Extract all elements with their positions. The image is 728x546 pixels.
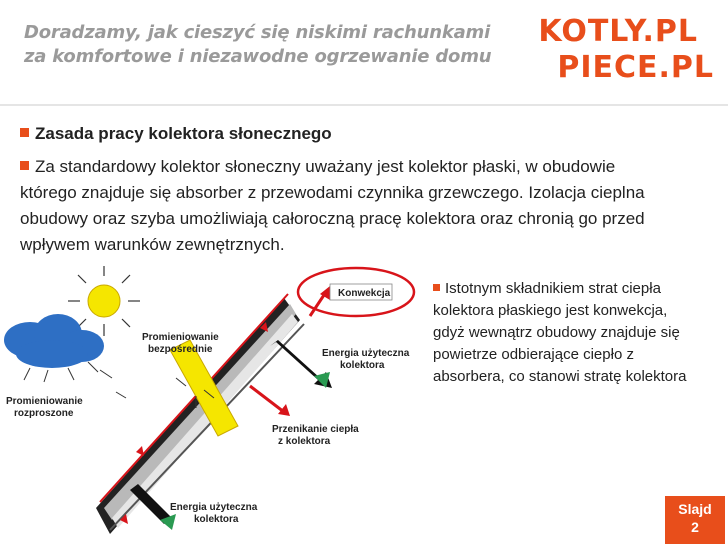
header-banner xyxy=(0,0,728,106)
side-note xyxy=(433,278,693,388)
label-useful-energy-bottom-2: kolektora xyxy=(194,514,239,525)
label-diffuse-radiation-1: Promieniowanie xyxy=(6,396,83,407)
tagline-line-1: Doradzamy, jak cieszyć się niskimi rachunkami xyxy=(24,22,491,43)
bullet-icon xyxy=(433,284,440,291)
slide-label: Slajd xyxy=(678,501,712,517)
label-useful-energy-top-1: Energia użyteczna xyxy=(322,348,410,359)
header-divider xyxy=(0,104,728,106)
cloud-icon xyxy=(4,314,112,382)
label-diffuse-radiation-2: rozproszone xyxy=(14,408,74,419)
section-heading xyxy=(20,124,332,144)
heading-text: Zasada pracy kolektora słonecznego xyxy=(35,124,332,143)
bullet-icon xyxy=(20,128,29,137)
label-useful-energy-bottom-1: Energia użyteczna xyxy=(170,502,258,513)
paragraph-text: Za standardowy kolektor słoneczny uważany jest kolektor płaski, w obudowie którego znajduje się absorber z przewodami czynnika grzewczego. Izolacja cieplna obudowy oraz szyba umożliwiają całoroczną pracę kolektora oraz chronią go przed wpływem warunków zewnętrznych. xyxy=(20,157,645,254)
intro-paragraph xyxy=(20,154,670,264)
bullet-icon xyxy=(20,161,29,170)
logo-piece[interactable]: PIECE.PL xyxy=(557,50,714,85)
tagline-line-2: za komfortowe i niezawodne ogrzewanie domu xyxy=(24,46,492,67)
slide-number: 2 xyxy=(691,519,699,535)
collector-body xyxy=(96,294,304,534)
label-heat-loss-2: z kolektora xyxy=(278,436,331,447)
logo-kotly[interactable]: KOTLY.PL xyxy=(538,14,698,49)
label-konwekcja: Konwekcja xyxy=(338,288,391,299)
label-direct-radiation-2: bezpośrednie xyxy=(148,344,213,355)
solar-collector-diagram xyxy=(0,262,430,546)
label-useful-energy-top-2: kolektora xyxy=(340,360,385,371)
slide-number-badge xyxy=(665,496,725,544)
heat-loss-arrow xyxy=(250,386,290,416)
label-direct-radiation-1: Promieniowanie xyxy=(142,332,219,343)
side-note-text: Istotnym składnikiem strat ciepła kolektora płaskiego jest konwekcja, gdyż wewnątrz obudowy znajduje się powietrze odbierające ciepło z absorbera, co stanowi stratę kolektora xyxy=(433,280,687,385)
label-heat-loss-1: Przenikanie ciepła xyxy=(272,424,359,435)
